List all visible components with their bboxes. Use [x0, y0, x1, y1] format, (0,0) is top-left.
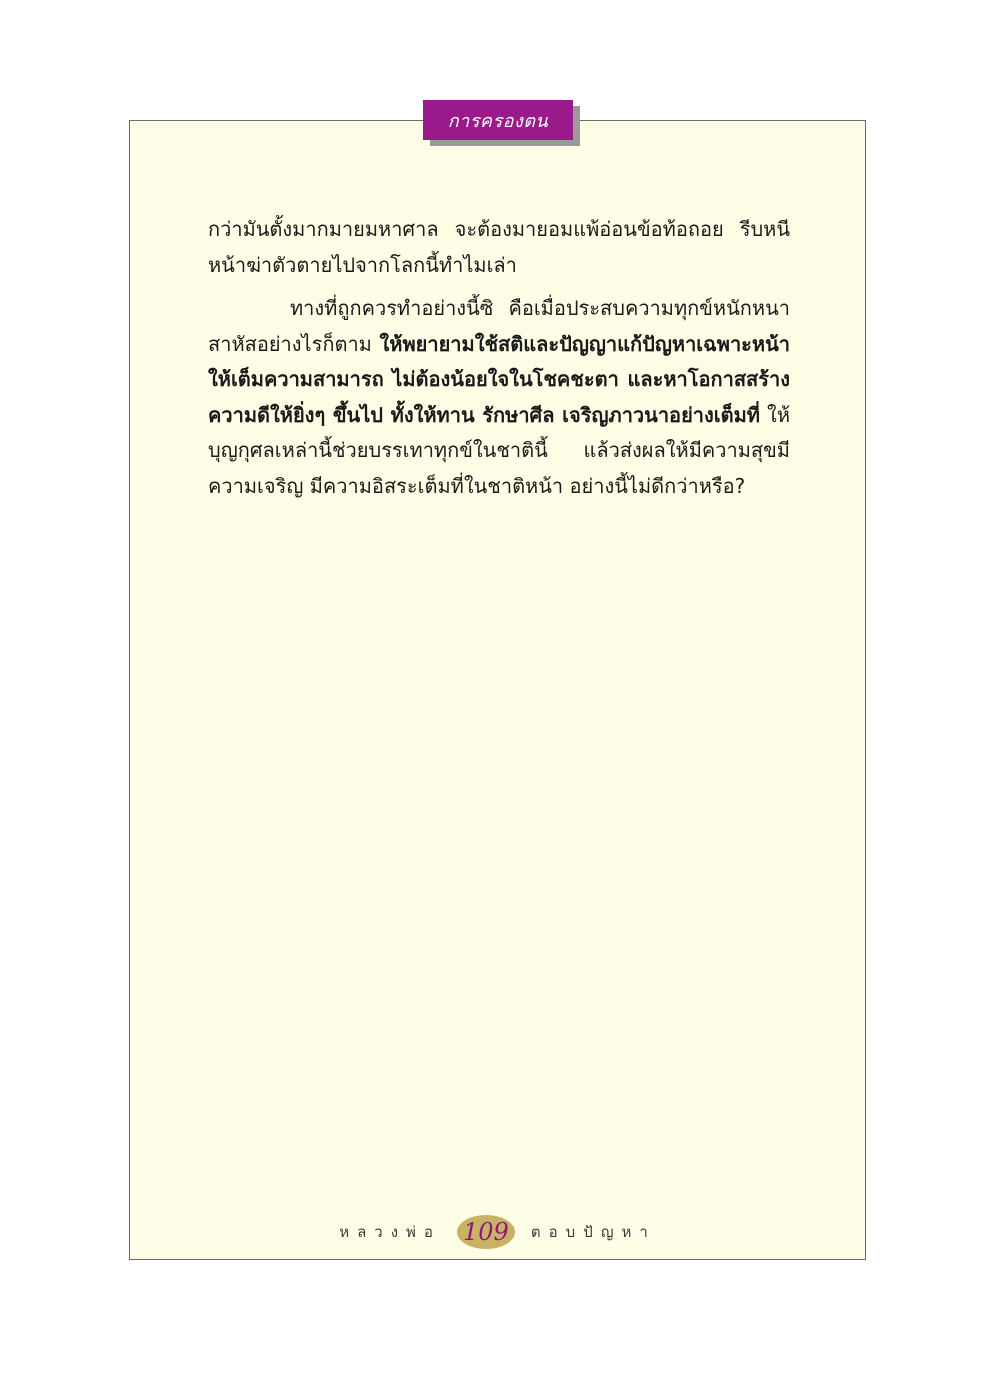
page-number: 109 — [463, 1218, 509, 1246]
page-footer — [129, 1212, 866, 1252]
page-number-badge — [457, 1215, 515, 1249]
paragraph-1: กว่ามันตั้งมากมายมหาศาล จะต้องมายอมแพ้อ่อนข้อท้อถอย รีบหนีหน้าฆ่าตัวตายไปจากโลกนี้ทำไมเล่า — [208, 217, 790, 277]
paragraph-2-bold-advice: ให้พยายามใช้สติและปัญญาแก้ปัญหาเฉพาะหน้าให้เต็มความสามารถ ไม่ต้องน้อยใจในโชคชะตา และหาโอกาสสร้างความดีให้ยิ่งๆ ขึ้นไป ทั้งให้ทาน รักษาศีล เจริญภาวนาอย่างเต็มที่ — [208, 331, 790, 427]
body-text — [208, 212, 790, 504]
footer-book-title-left: หลวงพ่อ — [339, 1223, 441, 1241]
paragraph-2-part-1: ทางที่ถูกควรทำอย่างนี้ซิ คือเมื่อประสบความทุกข์หนักหนาสาหัสอย่างไรก็ตาม — [208, 296, 790, 356]
paragraph-2 — [208, 291, 790, 504]
section-title: การครองตน — [447, 110, 549, 132]
paragraph-2-part-3: ให้บุญกุศลเหล่านี้ช่วยบรรเทาทุกข์ในชาตินี้ แล้วส่งผลให้มีความสุขมีความเจริญ มีความอิสระเต็มที่ในชาติหน้า อย่างนี้ไม่ดีกว่าหรือ? — [208, 402, 791, 498]
footer-book-title-right: ตอบปัญหา — [530, 1223, 656, 1241]
section-title-tab — [423, 100, 573, 140]
